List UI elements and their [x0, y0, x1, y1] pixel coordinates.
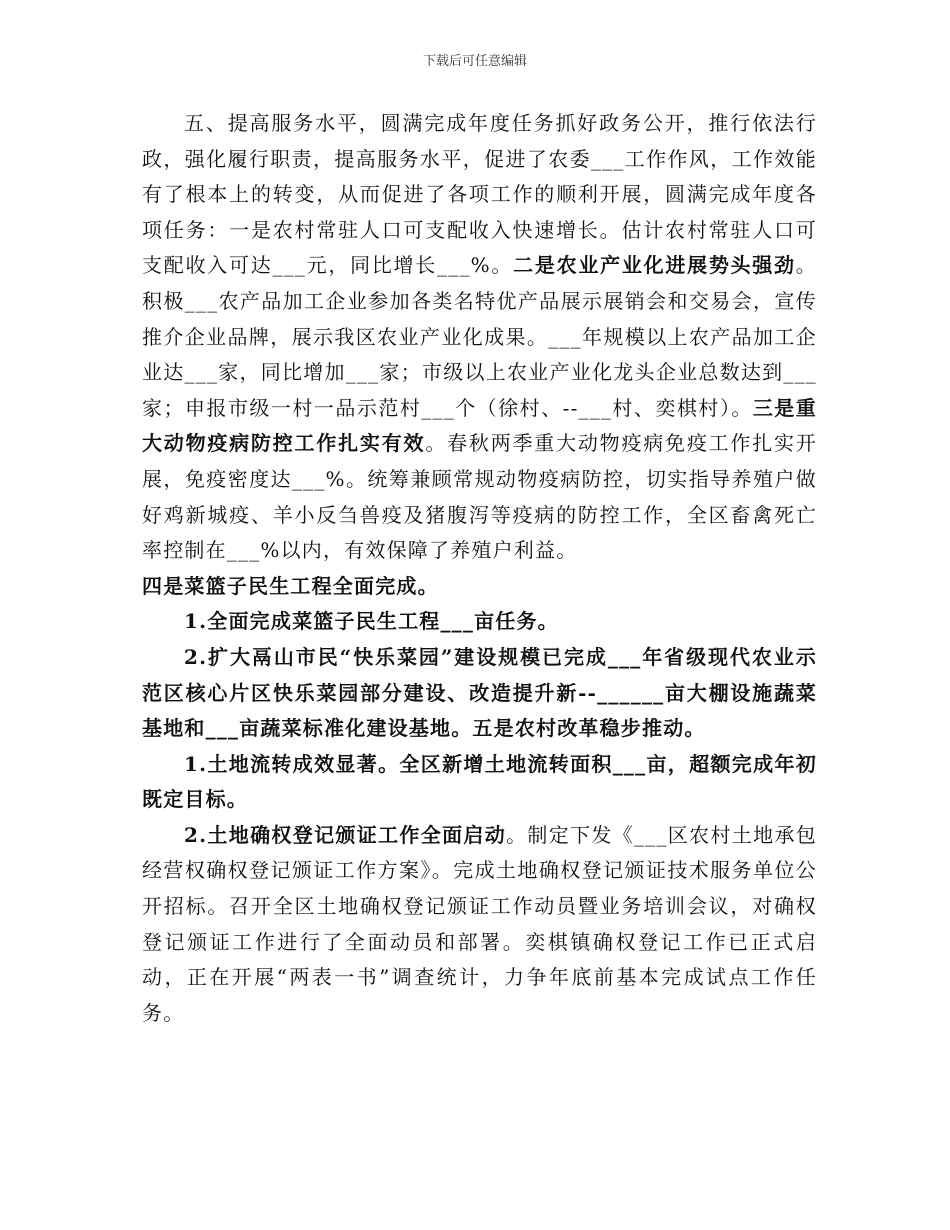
document-body: [142, 106, 817, 1031]
page-header: 下载后可任意编辑: [422, 54, 527, 69]
bold-text-run: 三是重大动物疫病防控工作扎实有效: [142, 395, 817, 456]
bold-text-run: 2.扩大鬲山市民“快乐菜园”建设规模已完成___年省级现代农业示范区核心片区快乐菜园部分建设、改造提升新--______亩大棚设施蔬菜基地和___亩蔬菜标准化建设基地。五是农村改革稳步推动。: [142, 644, 817, 741]
bold-text-run: 二是农业产业化进展势头强劲: [513, 253, 796, 278]
paragraph-6: [142, 818, 817, 1032]
bold-text-run: 1.全面完成菜篮子民生工程___亩任务。: [184, 609, 559, 634]
paragraph-4: [142, 640, 817, 747]
text-run: 五、提高服务水平，圆满完成年度任务抓好政务公开，推行依法行政，强化履行职责，提高服务水平，促进了农委___工作作风，工作效能有了根本上的转变，从而促进了各项工作的顺利开展，圆满完成年度各项任务：一是农村常驻人口可支配收入快速增长。估计农村常驻人口可支配收入可达___元，同比增长___%。: [142, 111, 817, 278]
text-run: 。春秋两季重大动物疫病免疫工作扎实开展，免疫密度达___%。统筹兼顾常规动物疫病防控，切实指导养殖户做好鸡新城疫、羊小反刍兽疫及猪腹泻等疫病的防控工作，全区畜禽死亡率控制在___%以内，有效保障了养殖户利益。: [142, 431, 817, 563]
bold-text-run: 2.土地确权登记颁证工作全面启动: [184, 822, 507, 847]
paragraph-1: [142, 106, 817, 569]
text-run: 。制定下发《___区农村土地承包经营权确权登记颁证工作方案》。完成土地确权登记颁证技术服务单位公开招标。召开全区土地确权登记颁证工作动员暨业务培训会议，对确权登记颁证工作进行了全面动员和部署。奕棋镇确权登记工作已正式启动，正在开展“两表一书”调查统计，力争年底前基本完成试点工作任务。: [142, 822, 817, 1025]
bold-text-run: 四是菜篮子民生工程全面完成。: [142, 573, 439, 598]
paragraph-2: [142, 569, 817, 605]
bold-text-run: 1.土地流转成效显著。全区新增土地流转面积___亩，超额完成年初既定目标。: [142, 751, 817, 812]
text-run: 。积极___农产品加工企业参加各类名特优产品展示展销会和交易会，宣传推介企业品牌，展示我区农业产业化成果。___年规模以上农产品加工企业达___家，同比增加___家；市级以上农业产业化龙头企业总数达到___家；申报市级一村一品示范村___个（徐村、--___村、奕棋村）。: [142, 253, 817, 420]
paragraph-3: [142, 604, 817, 640]
paragraph-5: [142, 747, 817, 818]
